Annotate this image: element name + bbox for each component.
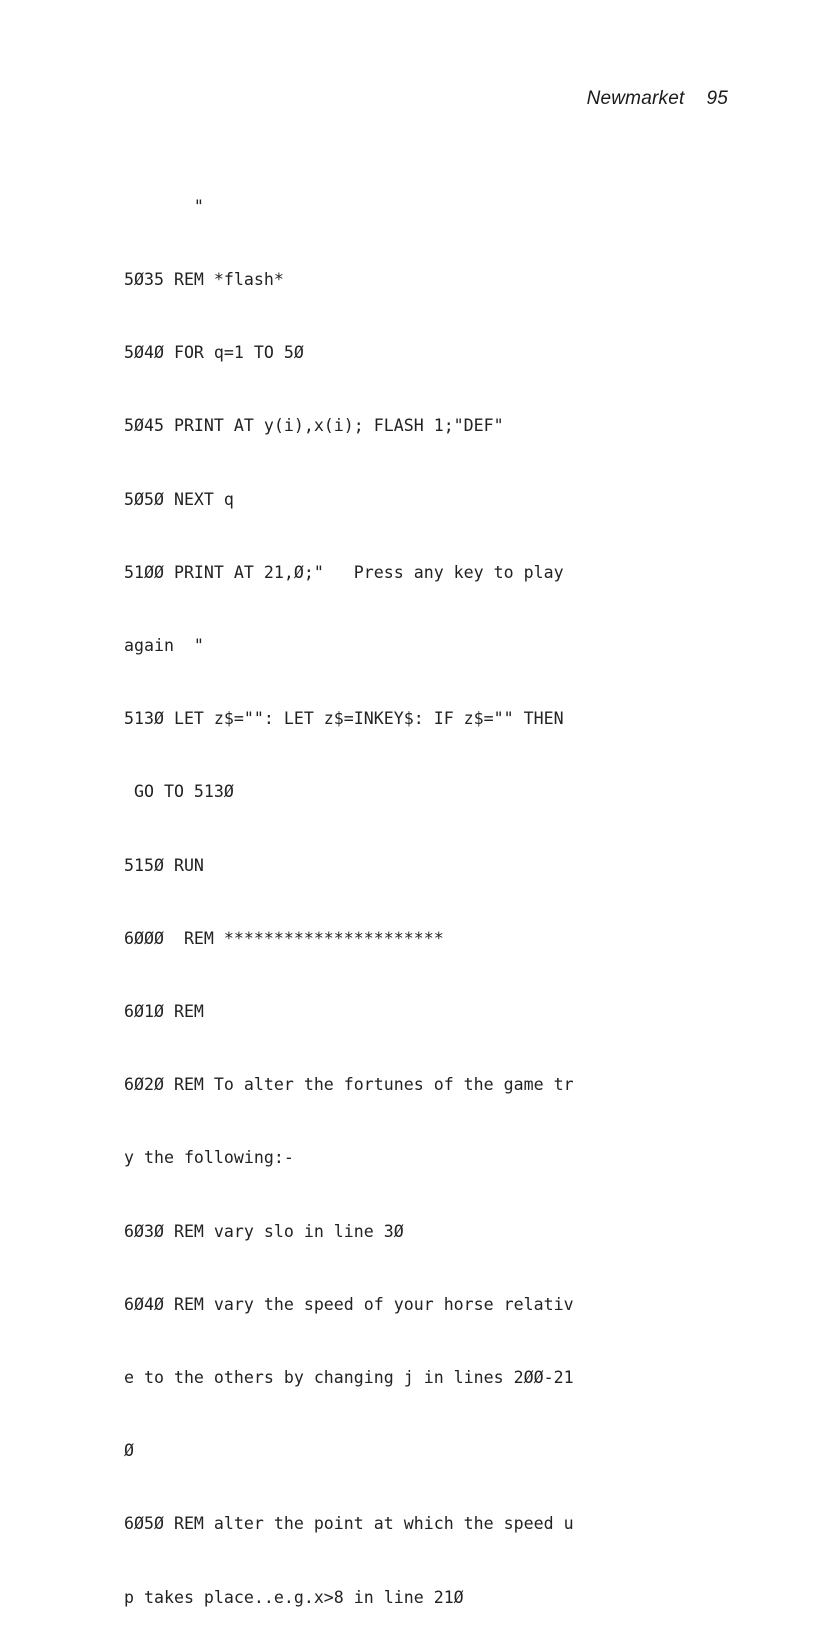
code-line: 5Ø4Ø FOR q=1 TO 5Ø xyxy=(124,343,304,363)
code-line: again " xyxy=(124,636,204,656)
page-header xyxy=(587,88,728,110)
page-number: 95 xyxy=(706,88,728,109)
code-line: y the following:- xyxy=(124,1148,294,1168)
code-line: 6Ø4Ø REM vary the speed of your horse relativ xyxy=(124,1294,574,1314)
code-line: 6Ø5Ø REM alter the point at which the speed u xyxy=(124,1514,574,1534)
code-line: Ø xyxy=(124,1441,134,1461)
code-line: 513Ø LET z$="": LET z$=INKEY$: IF z$="" THEN xyxy=(124,709,564,729)
code-line: 5Ø5Ø NEXT q xyxy=(124,489,234,509)
running-title: Newmarket xyxy=(586,88,685,109)
code-line: 5Ø35 REM *flash* xyxy=(124,270,284,290)
basic-program-listing xyxy=(124,146,744,1634)
code-line: " xyxy=(124,196,204,216)
code-line: 51ØØ PRINT AT 21,Ø;" Press any key to play xyxy=(124,562,564,582)
code-line: e to the others by changing j in lines 2ØØ-21 xyxy=(124,1368,574,1388)
code-line: GO TO 513Ø xyxy=(124,782,234,802)
code-line: 6ØØØ REM ********************** xyxy=(124,928,444,948)
code-line: 515Ø RUN xyxy=(124,855,204,875)
code-line: 6Ø2Ø REM To alter the fortunes of the game tr xyxy=(124,1075,574,1095)
code-line: 6Ø3Ø REM vary slo in line 3Ø xyxy=(124,1221,404,1241)
code-line: 6Ø1Ø REM xyxy=(124,1002,204,1022)
code-line: p takes place..e.g.x>8 in line 21Ø xyxy=(124,1587,464,1607)
code-line: 5Ø45 PRINT AT y(i),x(i); FLASH 1;"DEF" xyxy=(124,416,504,436)
